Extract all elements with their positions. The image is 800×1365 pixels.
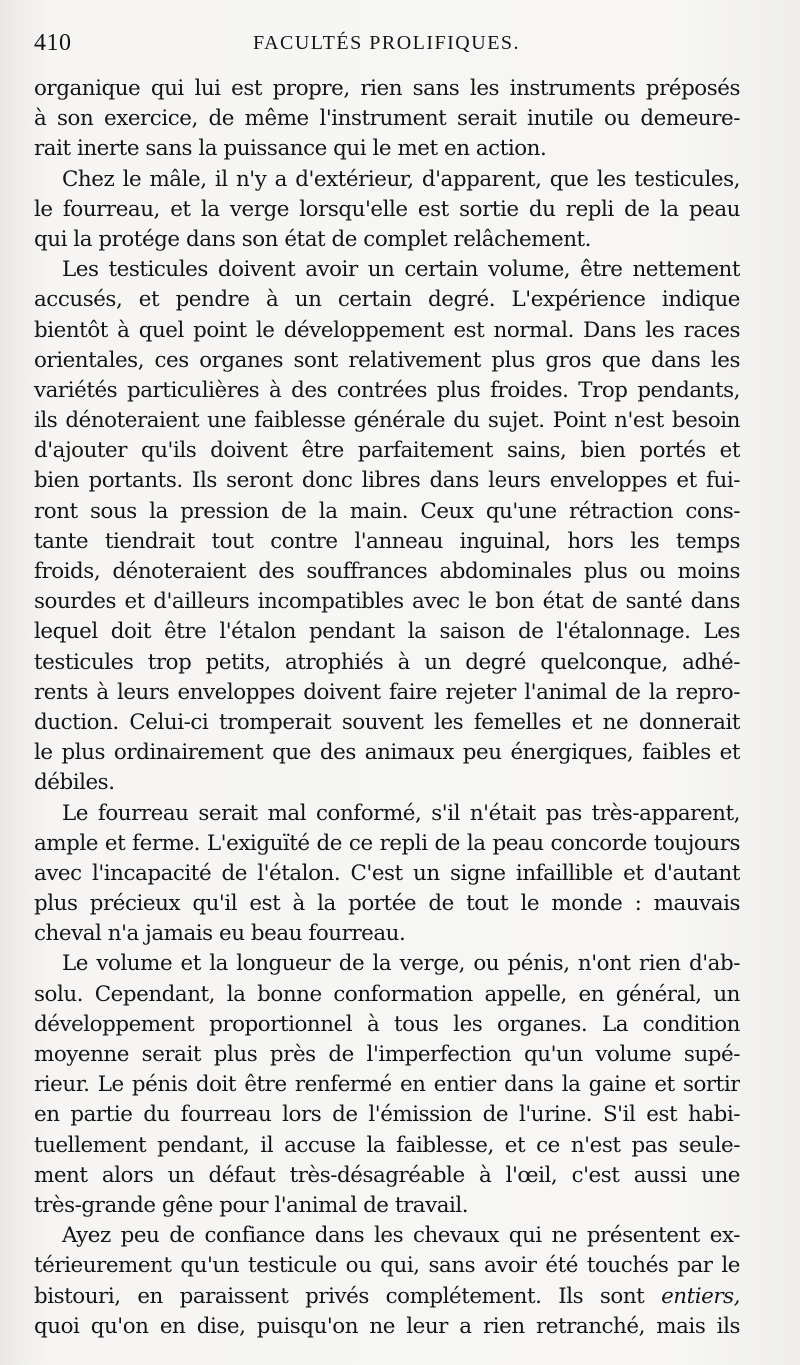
text-line — [34, 466, 740, 496]
text-line — [34, 980, 740, 1010]
text-line-content: avec l'incapacité de l'étalon. C'est un signe infaillible et d'autant — [34, 860, 740, 886]
text-line — [34, 799, 740, 829]
body-text — [34, 74, 740, 1342]
text-line — [34, 497, 740, 527]
text-line-content: Le volume et la longueur de la verge, ou pénis, n'ont rien d'ab- — [62, 951, 740, 977]
text-line-content: bientôt à quel point le développement est normal. Dans les races — [34, 317, 740, 343]
text-line-content: Le fourreau serait mal conformé, s'il n'était pas très-apparent, — [62, 800, 740, 826]
text-line — [34, 376, 740, 406]
text-line — [34, 134, 740, 164]
text-line-content: orientales, ces organes sont relativement plus gros que dans les — [34, 347, 740, 373]
text-line — [34, 436, 740, 466]
text-line — [34, 1040, 740, 1070]
text-line-content: froids, dénoteraient des souffrances abdominales plus ou moins — [34, 559, 740, 584]
text-line — [34, 648, 740, 678]
text-line-content: moyenne serait plus près de l'imperfection qu'un volume supé- — [34, 1042, 740, 1067]
text-line-content: accusés, et pendre à un certain degré. L'expérience indique — [34, 287, 740, 313]
text-line-content: quoi qu'on en dise, puisqu'on ne leur a rien retranché, mais ils — [34, 1313, 740, 1339]
italic-word: entiers, — [661, 1283, 740, 1309]
text-line-content: débiles. — [34, 770, 115, 796]
text-line — [34, 74, 740, 104]
text-line-content: sourdes et d'ailleurs incompatibles avec le bon état de santé dans — [34, 589, 740, 615]
text-line-content: solu. Cependant, la bonne conformation appelle, en général, un — [34, 981, 740, 1007]
text-line — [34, 738, 740, 768]
text-line — [34, 1251, 740, 1281]
text-line-content: développement proportionnel à tous les organes. La condition — [34, 1011, 740, 1037]
text-line — [34, 678, 740, 708]
text-line — [34, 225, 740, 255]
text-line-content: plus précieux qu'il est à la portée de tout le monde : mauvais — [34, 891, 740, 917]
text-line-content: organique qui lui est propre, rien sans les instruments préposés — [34, 76, 740, 101]
text-line — [34, 919, 740, 949]
text-line-content: térieurement qu'un testicule ou qui, sans avoir été touchés par le — [34, 1253, 740, 1279]
page-number: 410 — [34, 30, 72, 56]
text-line — [34, 255, 740, 285]
text-line-content: duction. Celui-ci tromperait souvent les femelles et ne donnerait — [34, 709, 740, 735]
text-line — [34, 1010, 740, 1040]
text-line — [34, 1100, 740, 1130]
text-line-content: ment alors un défaut très-désagréable à l'œil, c'est aussi une — [34, 1162, 740, 1188]
text-line — [34, 829, 740, 859]
text-line-content: le fourreau, et la verge lorsqu'elle est sortie du repli de la peau — [34, 196, 740, 222]
text-line — [34, 1070, 740, 1100]
text-line — [34, 949, 740, 979]
text-line-content: tante tiendrait tout contre l'anneau inguinal, hors les temps — [34, 528, 740, 554]
text-line — [34, 285, 740, 315]
text-line — [34, 195, 740, 225]
text-line — [34, 859, 740, 889]
text-line-content: Les testicules doivent avoir un certain volume, être nettement — [62, 257, 740, 283]
text-line-content: très-grande gêne pour l'animal de travail. — [34, 1192, 469, 1218]
text-line — [34, 889, 740, 919]
text-line-content: le plus ordinairement que des animaux peu énergiques, faibles et — [34, 740, 740, 766]
page-header — [34, 30, 739, 64]
running-head: FACULTÉS PROLIFIQUES. — [252, 32, 521, 54]
text-line-content: à son exercice, de même l'instrument serait inutile ou demeure- — [34, 106, 740, 132]
text-line-content: ront sous la pression de la main. Ceux qu'une rétraction cons- — [34, 498, 740, 524]
text-line-content: cheval n'a jamais eu beau fourreau. — [34, 921, 406, 947]
text-line — [34, 1161, 740, 1191]
text-line — [34, 527, 740, 557]
text-line-content: testicules trop petits, atrophiés à un degré quelconque, adhé- — [34, 649, 740, 675]
text-line-content: bien portants. Ils seront donc libres dans leurs enveloppes et fui- — [34, 468, 740, 494]
text-line-content: Chez le mâle, il n'y a d'extérieur, d'apparent, que les testicules, — [62, 166, 740, 192]
text-line — [34, 1312, 740, 1342]
text-line — [34, 1191, 740, 1221]
text-line — [34, 587, 740, 617]
text-line — [34, 768, 740, 798]
text-line — [34, 1131, 740, 1161]
text-line-content: rents à leurs enveloppes doivent faire rejeter l'animal de la repro- — [34, 679, 740, 705]
text-line-content: lequel doit être l'étalon pendant la saison de l'étalonnage. Les — [34, 619, 740, 645]
text-line-content: Ayez peu de confiance dans les chevaux qui ne présentent ex- — [62, 1223, 740, 1249]
text-line-content: qui la protége dans son état de complet relâchement. — [34, 226, 592, 252]
text-line-content: variétés particulières à des contrées plus froides. Trop pendants, — [34, 377, 740, 403]
text-line-content: tuellement pendant, il accuse la faiblesse, et ce n'est pas seule- — [34, 1132, 740, 1158]
text-line-content: bistouri, en paraissent privés complétement. Ils sont — [34, 1283, 645, 1309]
text-line-content: ample et ferme. L'exiguïté de ce repli de la peau concorde toujours — [34, 830, 740, 856]
text-line — [34, 104, 740, 134]
text-line — [34, 617, 740, 647]
text-line — [34, 346, 740, 376]
text-line — [34, 406, 740, 436]
text-line — [34, 1282, 740, 1312]
text-line-content: d'ajouter qu'ils doivent être parfaitement sains, bien portés et — [34, 438, 740, 464]
text-line-content: ils dénoteraient une faiblesse générale du sujet. Point n'est besoin — [34, 408, 740, 434]
text-line-content: rait inerte sans la puissance qui le met en action. — [34, 136, 547, 162]
text-line-content: en partie du fourreau lors de l'émission de l'urine. S'il est habi- — [34, 1102, 740, 1128]
text-line — [34, 1221, 740, 1251]
text-line — [34, 165, 740, 195]
text-line-content: rieur. Le pénis doit être renfermé en entier dans la gaine et sortir — [34, 1072, 740, 1098]
text-line — [34, 708, 740, 738]
text-line — [34, 316, 740, 346]
text-line — [34, 557, 740, 587]
